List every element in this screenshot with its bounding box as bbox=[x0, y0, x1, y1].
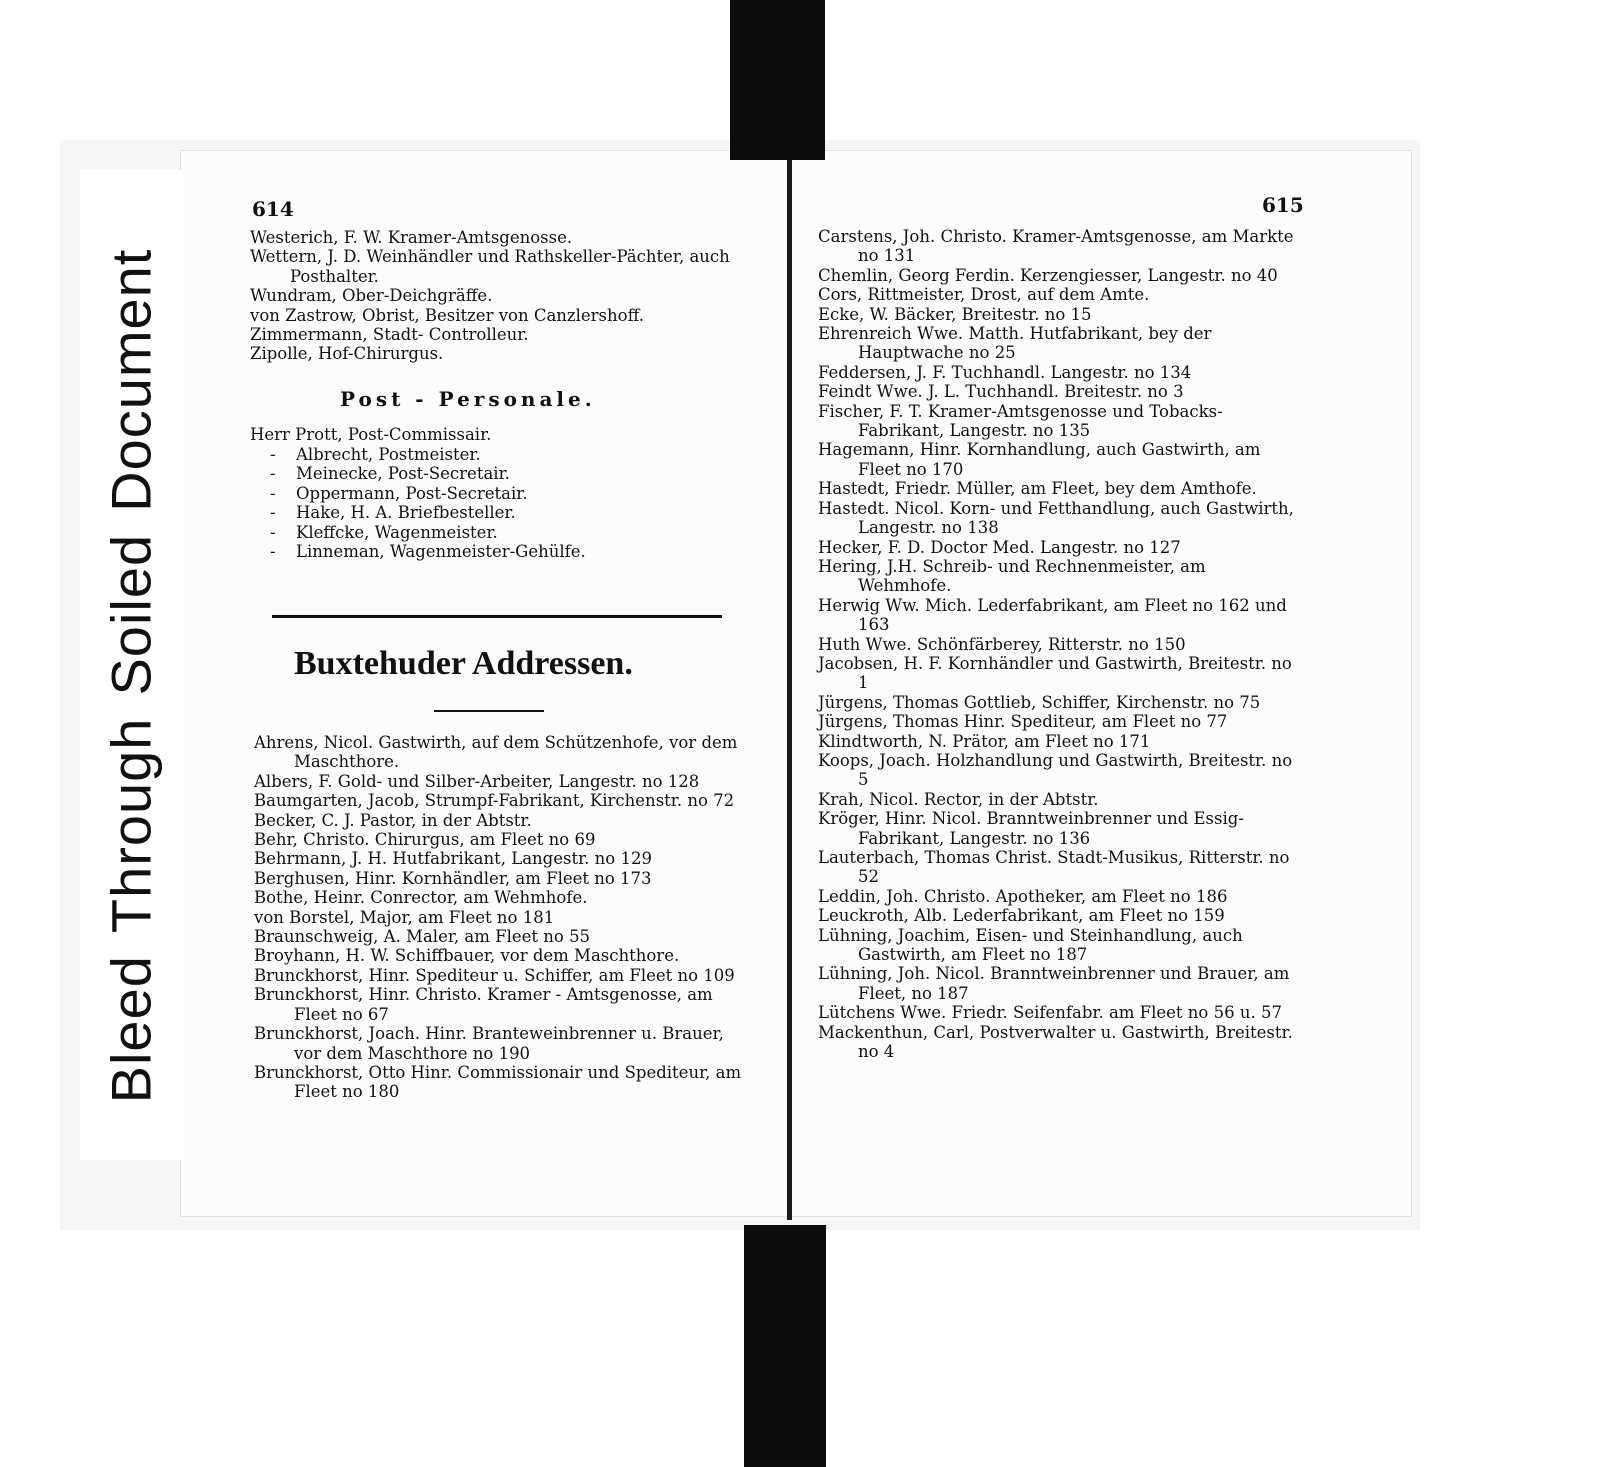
list-item: Krah, Nicol. Rector, in der Abtstr. bbox=[818, 789, 1099, 809]
list-item: Behrmann, J. H. Hutfabrikant, Langestr. no 129 bbox=[254, 849, 652, 869]
list-item-text: Hake, H. A. Briefbesteller. bbox=[296, 503, 516, 523]
list-item: Klindtworth, N. Prätor, am Fleet no 171 bbox=[818, 731, 1151, 751]
list-item: Ahrens, Nicol. Gastwirth, auf dem Schützenhofe, vor dem Maschthore. bbox=[254, 733, 738, 772]
list-item: Jürgens, Thomas Hinr. Spediteur, am Fleet no 77 bbox=[818, 712, 1228, 732]
list-item: Cors, Rittmeister, Drost, auf dem Amte. bbox=[818, 285, 1150, 305]
list-item: Ehrenreich Wwe. Matth. Hutfabrikant, bey der Hauptwache no 25 bbox=[818, 324, 1212, 363]
list-item: Koops, Joach. Holzhandlung und Gastwirth, Breitestr. no 5 bbox=[818, 750, 1293, 790]
dash: - bbox=[270, 445, 276, 464]
section-title: Buxtehuder Addressen. bbox=[294, 645, 633, 682]
watermark-label bbox=[99, 227, 164, 1104]
list-item-text: Meinecke, Post-Secretair. bbox=[296, 464, 510, 484]
list-item bbox=[270, 464, 670, 483]
post-head: Herr Prott, Post-Commissair. bbox=[250, 425, 492, 444]
list-item: von Borstel, Major, am Fleet no 181 bbox=[254, 907, 555, 927]
list-item: Bothe, Heinr. Conrector, am Wehmhofe. bbox=[254, 888, 588, 908]
list-item: Hering, J.H. Schreib- und Rechnenmeister, am Wehmhofe. bbox=[818, 556, 1206, 596]
list-item bbox=[270, 445, 670, 464]
title-underline bbox=[434, 710, 544, 712]
list-item: Chemlin, Georg Ferdin. Kerzengiesser, Langestr. no 40 bbox=[818, 265, 1278, 285]
dash: - bbox=[270, 483, 276, 503]
watermark-word: Bleed bbox=[99, 955, 163, 1104]
list-item: Wettern, J. D. Weinhändler und Rathskeller-Pächter, auch Posthalter. bbox=[250, 247, 730, 286]
list-item: Lütchens Wwe. Friedr. Seifenfabr. am Fleet no 56 u. 57 bbox=[818, 1003, 1282, 1023]
list-item: Mackenthun, Carl, Postverwalter u. Gastwirth, Breitestr. no 4 bbox=[818, 1022, 1293, 1062]
list-item: Brunckhorst, Joach. Hinr. Branteweinbrenner u. Brauer, vor dem Maschthore no 190 bbox=[254, 1024, 724, 1063]
list-item: Herwig Ww. Mich. Lederfabrikant, am Fleet no 162 und 163 bbox=[818, 595, 1287, 635]
list-item: Fischer, F. T. Kramer-Amtsgenosse und Tobacks-Fabrikant, Langestr. no 135 bbox=[818, 401, 1223, 441]
list-item bbox=[270, 503, 670, 522]
list-item: Zimmermann, Stadt- Controlleur. bbox=[250, 325, 529, 345]
list-item: Brunckhorst, Hinr. Spediteur u. Schiffer, am Fleet no 109 bbox=[254, 965, 735, 985]
list-item: Feindt Wwe. J. L. Tuchhandl. Breitestr. no 3 bbox=[818, 382, 1184, 402]
dash: - bbox=[270, 464, 276, 484]
list-item: Huth Wwe. Schönfärberey, Ritterstr. no 150 bbox=[818, 634, 1186, 654]
list-item: Hastedt, Friedr. Müller, am Fleet, bey dem Amthofe. bbox=[818, 479, 1257, 499]
list-item: Brunckhorst, Hinr. Christo. Kramer - Amtsgenosse, am Fleet no 67 bbox=[254, 985, 713, 1024]
list-item: Westerich, F. W. Kramer-Amtsgenosse. bbox=[250, 228, 573, 247]
list-item: Hagemann, Hinr. Kornhandlung, auch Gastwirth, am Fleet no 170 bbox=[818, 440, 1261, 479]
list-item bbox=[270, 484, 670, 503]
divider-rule bbox=[272, 615, 722, 618]
list-item: Braunschweig, A. Maler, am Fleet no 55 bbox=[254, 927, 591, 947]
list-item: Ecke, W. Bäcker, Breitestr. no 15 bbox=[818, 304, 1092, 324]
list-item: Leuckroth, Alb. Lederfabrikant, am Fleet no 159 bbox=[818, 906, 1225, 926]
book-gutter bbox=[787, 150, 792, 1220]
list-item: Leddin, Joh. Christo. Apotheker, am Fleet no 186 bbox=[818, 886, 1228, 906]
right-page-number: 615 bbox=[1262, 193, 1304, 217]
list-item: Kröger, Hinr. Nicol. Branntweinbrenner und Essig-Fabrikant, Langestr. no 136 bbox=[818, 809, 1244, 848]
list-item: Jacobsen, H. F. Kornhändler und Gastwirth, Breitestr. no 1 bbox=[818, 653, 1292, 693]
post-personale-title: Post - Personale. bbox=[340, 387, 596, 411]
list-item: Carstens, Joh. Christo. Kramer-Amtsgenosse, am Markte no 131 bbox=[818, 227, 1294, 266]
list-item bbox=[270, 542, 670, 561]
binding-clip-bottom bbox=[744, 1225, 826, 1467]
watermark-word: Through bbox=[99, 717, 163, 934]
list-item: Hecker, F. D. Doctor Med. Langestr. no 127 bbox=[818, 537, 1181, 557]
list-item: Becker, C. J. Pastor, in der Abtstr. bbox=[254, 810, 532, 830]
list-item: Baumgarten, Jacob, Strumpf-Fabrikant, Kirchenstr. no 72 bbox=[254, 791, 735, 811]
dash: - bbox=[270, 503, 276, 523]
list-item: Albers, F. Gold- und Silber-Arbeiter, Langestr. no 128 bbox=[254, 771, 700, 791]
list-item-text: Albrecht, Postmeister. bbox=[296, 445, 481, 464]
list-item-text: Linneman, Wagenmeister-Gehülfe. bbox=[296, 542, 586, 562]
left-page bbox=[184, 155, 786, 1207]
dash: - bbox=[270, 522, 276, 542]
list-item: Lühning, Joachim, Eisen- und Steinhandlung, auch Gastwirth, am Fleet no 187 bbox=[818, 925, 1243, 965]
list-item: von Zastrow, Obrist, Besitzer von Canzlershoff. bbox=[250, 305, 644, 325]
list-item: Lauterbach, Thomas Christ. Stadt-Musikus, Ritterstr. no 52 bbox=[818, 848, 1290, 887]
list-item: Feddersen, J. F. Tuchhandl. Langestr. no 134 bbox=[818, 362, 1192, 382]
watermark-word: Document bbox=[99, 248, 163, 512]
right-page bbox=[792, 155, 1406, 1207]
watermark-word: Soiled bbox=[99, 533, 163, 696]
left-top-entries bbox=[250, 228, 730, 364]
list-item: Jürgens, Thomas Gottlieb, Schiffer, Kirchenstr. no 75 bbox=[818, 692, 1261, 712]
list-item: Lühning, Joh. Nicol. Branntweinbrenner und Brauer, am Fleet, no 187 bbox=[818, 964, 1290, 1003]
list-item: Wundram, Ober-Deichgräffe. bbox=[250, 286, 493, 306]
list-item: Hastedt. Nicol. Korn- und Fetthandlung, auch Gastwirth, Langestr. no 138 bbox=[818, 498, 1294, 538]
buxtehude-entries bbox=[254, 733, 744, 1102]
left-page-number: 614 bbox=[252, 197, 294, 221]
post-entries bbox=[270, 445, 670, 561]
list-item: Brunckhorst, Otto Hinr. Commissionair und Spediteur, am Fleet no 180 bbox=[254, 1062, 742, 1102]
dash: - bbox=[270, 542, 276, 562]
list-item-text: Kleffcke, Wagenmeister. bbox=[296, 522, 498, 542]
list-item: Berghusen, Hinr. Kornhändler, am Fleet no 173 bbox=[254, 868, 652, 888]
list-item: Behr, Christo. Chirurgus, am Fleet no 69 bbox=[254, 830, 596, 850]
list-item-text: Oppermann, Post-Secretair. bbox=[296, 483, 528, 503]
list-item: Zipolle, Hof-Chirurgus. bbox=[250, 344, 444, 364]
right-entries bbox=[818, 227, 1302, 1061]
list-item: Broyhann, H. W. Schiffbauer, vor dem Maschthore. bbox=[254, 946, 680, 966]
list-item bbox=[270, 523, 670, 542]
binding-clip-top bbox=[730, 0, 825, 160]
